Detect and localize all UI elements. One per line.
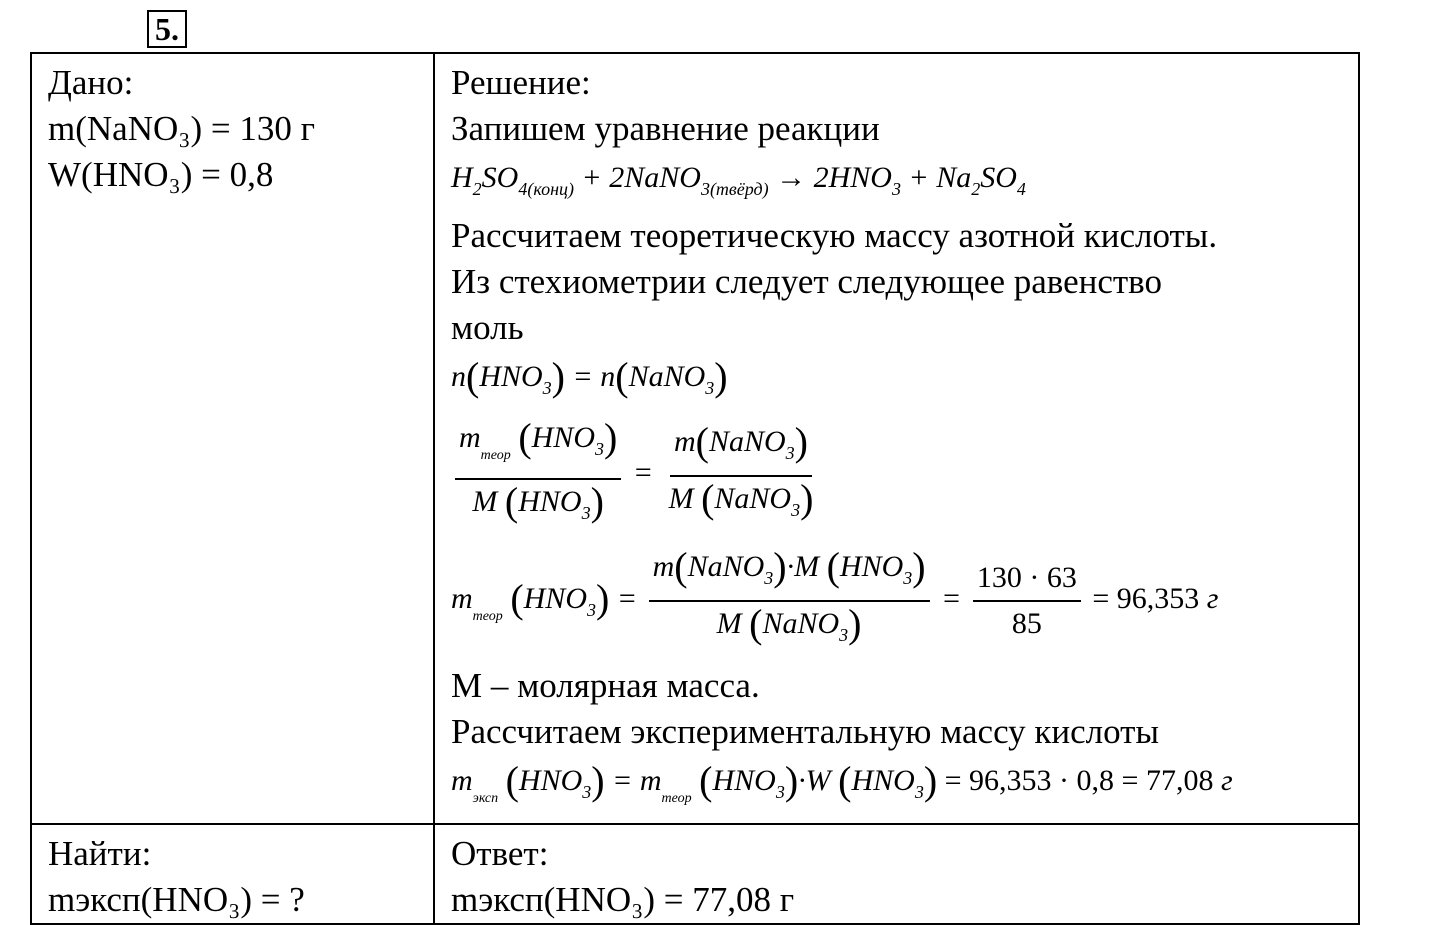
solution-step3: Рассчитаем экспериментальную массу кислоты (451, 712, 1159, 751)
answer-value: mэксп(HNO₃) = 77,08 г (451, 880, 795, 919)
solution-intro: Запишем уравнение реакции (451, 109, 880, 148)
solution-cell (434, 53, 1359, 824)
solution-step2a: Из стехиометрии следует следующее равенство (451, 262, 1162, 301)
ratio-equation: $\frac{m_{теор} (HNO_3)}{M (HNO_3)}$ = $\frac{m(NaNO_3)}{M (NaNO_3)}$ (451, 418, 1358, 533)
solution-header: Решение: (451, 63, 591, 102)
answer-header: Ответ: (451, 834, 549, 873)
find-target: mэксп(HNO₃) = ? (48, 880, 305, 919)
theoretical-mass-equation: $m_{теор}$ $(HNO_3)$ = $\frac{m(NaNO_3)\cdot M (HNO_3)}{M (NaNO_3)}$ = $\frac{130 \cdot 63}{85}$ = 96,353 г (451, 544, 1219, 646)
given-fraction: W(HNO₃) = 0,8 (48, 155, 274, 194)
solution-step2b: моль (451, 308, 524, 347)
solution-table (30, 52, 1360, 925)
experimental-mass-equation: $m_{эксп}$ $(HNO_3) = m_{теор}$ $(HNO_3)\cdot W$ $(HNO_3) = 96,353 \cdot 0,8 = 77,08$ г (451, 758, 1233, 806)
mole-equality: $n(HNO_3)$ = n(NaNO$_3$) (451, 354, 728, 399)
given-header: Дано: (48, 63, 134, 102)
solution-note: М – молярная масса. (451, 666, 760, 705)
find-header: Найти: (48, 834, 152, 873)
given-cell (31, 53, 434, 824)
solution-step1: Рассчитаем теоретическую массу азотной кислоты. (451, 216, 1218, 255)
find-cell (31, 824, 434, 924)
problem-number: 5. (147, 10, 187, 48)
answer-cell (434, 824, 1359, 924)
given-mass: m(NaNO₃) = 130 г (48, 109, 315, 148)
reaction-equation: $H_2SO_{4(конц)}$ + 2NaNO$_{3(твёрд)}$ → $2HNO_3 + Na_2SO_4$ (451, 161, 1026, 199)
